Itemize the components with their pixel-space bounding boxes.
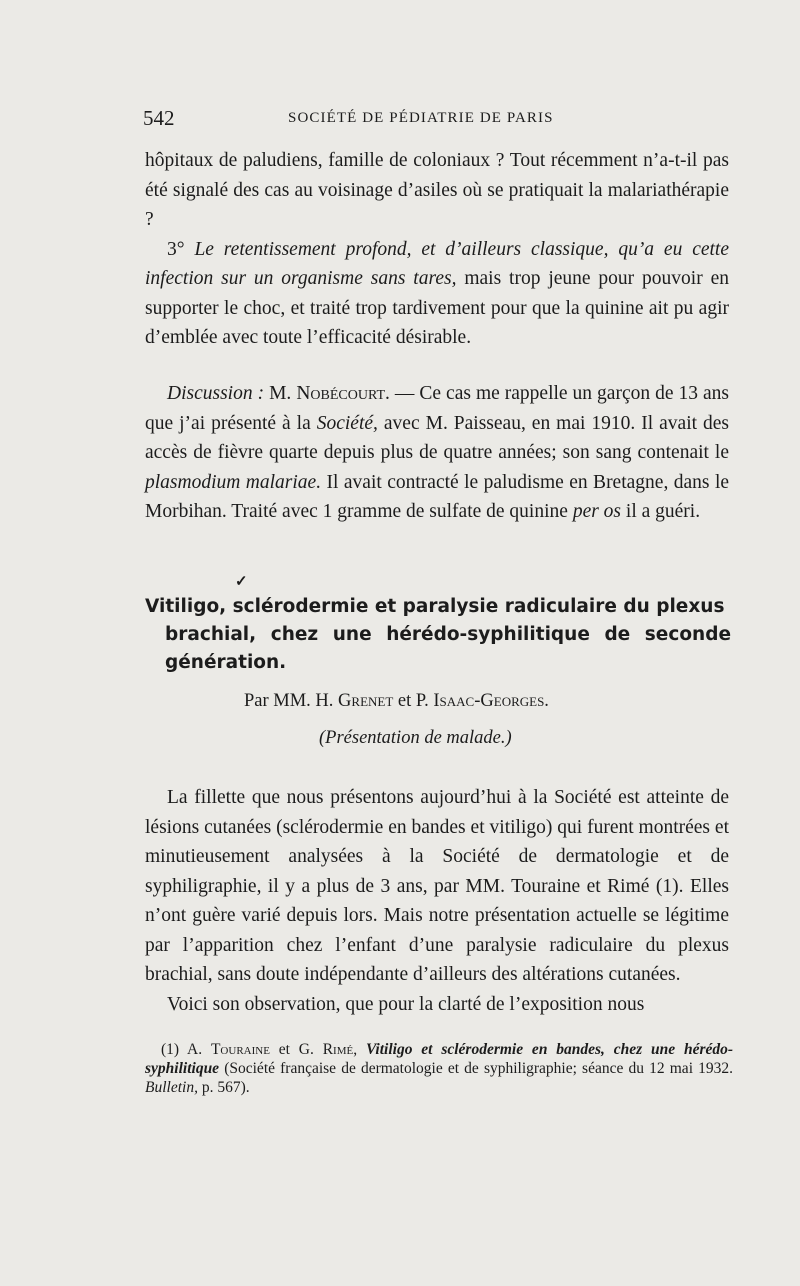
paragraph-case-introduction: La fillette que nous présentons aujourd’hui à la Société est atteinte de lésions cutanées (sclérodermie en bandes et vitiligo) qui furent montrées et minutieusement analysées à la Société de dermatologie et de syphiligraphie, il y a plus de 3 ans, par MM. Touraine et Rimé (1). Elles n’ont guère varié depuis lors. Mais notre présentation actuelle se légitime par l’apparition chez l’enfant d’une paralysie radiculaire du plexus brachial, sans doute indépendante d’ailleurs des altérations cutanées. Voici son observation, que pour la clarté de l’exposition nous	[145, 787, 729, 1015]
article-authors: Par MM. H. Grenet et P. Isaac-Georges.	[244, 691, 549, 711]
running-title: SOCIÉTÉ DE PÉDIATRIE DE PARIS	[288, 110, 554, 126]
presentation-note: (Présentation de malade.)	[319, 728, 512, 748]
paragraph-discussion: Discussion : M. Nobécourt. — Ce cas me rappelle un garçon de 13 ans que j’ai présenté à la Société, avec M. Paisseau, en mai 1910. Il avait des accès de fièvre quarte depuis plus de quatre années; son sang contenait le plasmodium malariae. Il avait contracté le paludisme en Bretagne, dans le Morbihan. Traité avec 1 gramme de sulfate de quinine per os il a guéri.	[145, 383, 730, 522]
page-number: 542	[143, 106, 175, 130]
handwritten-check-mark: ✓	[235, 574, 248, 590]
paragraph-point-3: 3° Le retentissement profond, et d’ailleurs classique, qu’a eu cette infection sur un organisme sans tares, mais trop jeune pour pouvoir en supporter le choc, et traité trop tardivement pour que la quinine ait pu agir d’emblée avec toute l’efficacité désirable.	[145, 238, 730, 348]
discussion-label: Discussion :	[167, 383, 265, 404]
footnote: (1) A. Touraine et G. Rimé, Vitiligo et sclérodermie en bandes, chez une hérédo-syphilitique (Société française de dermatologie et de syphiligraphie; séance du 12 mai 1932. Bulletin, p. 567).	[145, 1041, 734, 1096]
paragraph-text: hôpitaux de paludiens, famille de coloniaux ? Tout récemment n’a-t-il pas été signalé des cas au voisinage d’asiles où se pratiquait la malariathérapie ?	[145, 150, 729, 230]
speaker-name: Nobécourt.	[296, 383, 390, 404]
article-title: Vitiligo, sclérodermie et paralysie radiculaire du plexus brachial, chez une hérédo-syphilitique de seconde génération.	[145, 596, 731, 673]
paragraph-malaria-conclusion	[145, 146, 729, 353]
page-header	[143, 106, 733, 130]
